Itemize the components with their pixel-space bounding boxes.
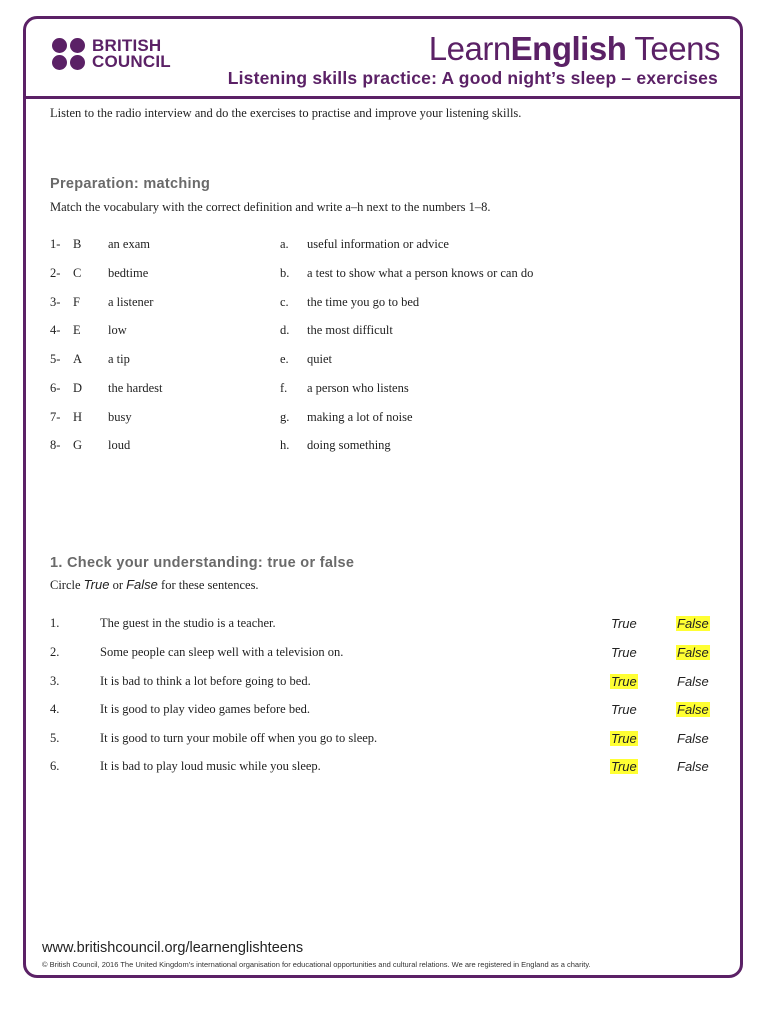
statement-text: It is bad to think a lot before going to bed. <box>100 674 311 688</box>
true-option[interactable]: True <box>611 731 637 746</box>
matching-number: 2- <box>50 266 61 280</box>
true-option[interactable]: True <box>611 674 637 689</box>
false-option[interactable]: False <box>677 616 709 631</box>
matching-definition: useful information or advice <box>307 237 449 251</box>
matching-letter: d. <box>280 323 290 337</box>
check-instruction <box>50 577 259 593</box>
learnenglish-teens-logo <box>429 30 720 68</box>
matching-number: 5- <box>50 352 61 366</box>
matching-answer[interactable]: H <box>73 410 83 424</box>
matching-row <box>50 352 650 372</box>
matching-definition: making a lot of noise <box>307 410 413 424</box>
matching-answer[interactable]: F <box>73 295 80 309</box>
true-false-row <box>50 616 720 636</box>
false-option[interactable]: False <box>677 731 709 746</box>
statement-text: The guest in the studio is a teacher. <box>100 616 276 630</box>
matching-word: bedtime <box>108 266 149 280</box>
matching-answer[interactable]: D <box>73 381 83 395</box>
statement-number: 2. <box>50 645 60 659</box>
matching-row <box>50 438 650 458</box>
matching-definition: a person who listens <box>307 381 409 395</box>
matching-word: busy <box>108 410 132 424</box>
matching-number: 7- <box>50 410 61 424</box>
false-option[interactable]: False <box>677 674 709 689</box>
true-option[interactable]: True <box>611 616 637 631</box>
true-false-row <box>50 645 720 665</box>
matching-answer[interactable]: B <box>73 237 82 251</box>
check-title: 1. Check your understanding: true or false <box>50 555 355 571</box>
matching-word: an exam <box>108 237 150 251</box>
footer-copyright: © British Council, 2016 The United Kingdom’s international organisation for educational opportunities and cultural relations. We are registered in England as a charity. <box>42 960 591 969</box>
matching-row <box>50 266 650 286</box>
page-title: Listening skills practice: A good night’s sleep – exercises <box>227 68 718 88</box>
true-option[interactable]: True <box>611 702 637 717</box>
intro-text: Listen to the radio interview and do the exercises to practise and improve your listening skills. <box>50 106 522 120</box>
statement-text: Some people can sleep well with a television on. <box>100 645 344 659</box>
false-option[interactable]: False <box>677 759 709 774</box>
brand-line-2: COUNCIL <box>92 52 171 71</box>
matching-row <box>50 410 650 430</box>
matching-answer[interactable]: A <box>73 352 83 366</box>
matching-row <box>50 381 650 401</box>
statement-text: It is good to turn your mobile off when you go to sleep. <box>100 731 378 745</box>
statement-number: 3. <box>50 674 60 688</box>
preparation-instruction: Match the vocabulary with the correct definition and write a–h next to the numbers 1–8. <box>50 200 491 214</box>
brand-line-1: BRITISH <box>92 36 162 55</box>
false-option[interactable]: False <box>677 645 709 660</box>
instruction-pre: Circle <box>50 578 84 592</box>
true-false-row <box>50 731 720 751</box>
matching-number: 6- <box>50 381 61 395</box>
matching-word: loud <box>108 438 131 452</box>
matching-letter: b. <box>280 266 290 280</box>
matching-letter: h. <box>280 438 290 452</box>
statement-number: 1. <box>50 616 60 630</box>
statement-number: 5. <box>50 731 60 745</box>
matching-number: 3- <box>50 295 61 309</box>
matching-number: 4- <box>50 323 61 337</box>
footer-url[interactable]: www.britishcouncil.org/learnenglishteens <box>42 940 304 956</box>
header-divider <box>26 96 743 99</box>
matching-definition: quiet <box>307 352 332 366</box>
matching-answer[interactable]: C <box>73 266 82 280</box>
matching-number: 1- <box>50 237 61 251</box>
matching-letter: a. <box>280 237 289 251</box>
statement-number: 6. <box>50 759 60 773</box>
matching-definition: the most difficult <box>307 323 393 337</box>
logo-learn: Learn <box>428 30 511 67</box>
true-false-row <box>50 702 720 722</box>
instruction-post: for these sentences. <box>157 578 259 592</box>
matching-letter: c. <box>280 295 289 309</box>
statement-text: It is bad to play loud music while you sleep. <box>100 759 321 773</box>
true-option[interactable]: True <box>611 645 637 660</box>
instruction-mid: or <box>109 578 127 592</box>
matching-number: 8- <box>50 438 61 452</box>
preparation-title: Preparation: matching <box>50 176 211 192</box>
true-false-row <box>50 674 720 694</box>
matching-answer[interactable]: E <box>73 323 81 337</box>
british-council-logo <box>52 38 171 70</box>
matching-row <box>50 237 650 257</box>
matching-row <box>50 323 650 343</box>
british-council-dots-icon <box>52 38 86 70</box>
matching-row <box>50 295 650 315</box>
false-option[interactable]: False <box>677 702 709 717</box>
matching-definition: the time you go to bed <box>307 295 420 309</box>
matching-word: the hardest <box>108 381 163 395</box>
instruction-true: True <box>83 577 110 592</box>
matching-word: low <box>108 323 127 337</box>
matching-letter: g. <box>280 410 290 424</box>
logo-english: English <box>510 30 627 67</box>
matching-definition: a test to show what a person knows or can do <box>307 266 534 280</box>
statement-number: 4. <box>50 702 60 716</box>
true-option[interactable]: True <box>611 759 637 774</box>
logo-teens: Teens <box>626 30 720 67</box>
matching-letter: e. <box>280 352 289 366</box>
statement-text: It is good to play video games before bed. <box>100 702 311 716</box>
matching-answer[interactable]: G <box>73 438 83 452</box>
matching-word: a tip <box>108 352 130 366</box>
matching-definition: doing something <box>307 438 391 452</box>
instruction-false: False <box>126 577 158 592</box>
true-false-row <box>50 759 720 779</box>
page-frame <box>23 16 743 978</box>
matching-word: a listener <box>108 295 154 309</box>
matching-letter: f. <box>280 381 288 395</box>
